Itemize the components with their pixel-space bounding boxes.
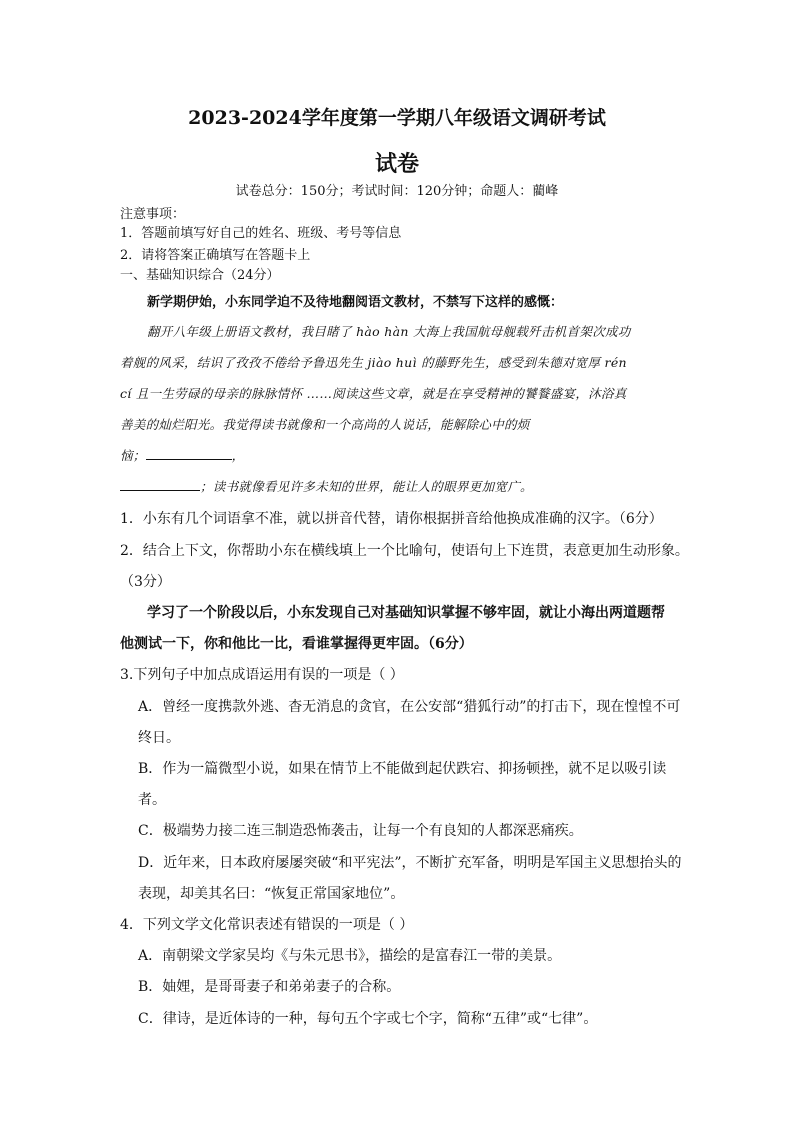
question-3: 3.下列句子中加点成语运用有误的一项是（ ）: [120, 667, 404, 683]
exam-info: 试卷总分：150分；考试时间：120分钟；命题人：藺峰: [235, 184, 559, 199]
notes-heading: 注意事项：: [120, 207, 186, 222]
section-intro-2b: 他测试一下，你和他比一比，看谁掌握得更牢固。（6分）: [120, 636, 473, 652]
question-2: 2．结合上下文，你帮助小东在横线填上一个比喻句，使语句上下连贯，表意更加生动形象。: [120, 543, 689, 559]
question-4: 4．下列文学文化常识表述有错误的一项是（ ）: [120, 917, 414, 933]
q3-option-a-line2: 终日。: [138, 730, 180, 746]
passage-line-4: 善美的灿烂阳光。我觉得读书就像和一个高尚的人说话，能解除心中的烦: [120, 417, 530, 432]
q3-option-b-line1: B．作为一篇微型小说，如果在情节上不能做到起伏跌宕、抑扬顿挫，就不足以吸引读: [138, 761, 667, 777]
note-item-1: 1．答题前填写好自己的姓名、班级、考号等信息: [120, 226, 402, 241]
q3-option-d-line2: 表现，却美其名曰：“恢复正常国家地位”。: [138, 886, 405, 902]
note-item-2: 2．请将答案正确填写在答题卡上: [120, 248, 311, 263]
passage-line-2: 着舰的风采，结识了孜孜不倦给予鲁迅先生 jiào huì 的藤野先生，感受到朱德对宽厚 rén: [120, 355, 627, 370]
answer-blank-1[interactable]: [146, 447, 232, 460]
question-1: 1．小东有几个词语拿不准，就以拼音代替，请你根据拼音给他换成准确的汉字。（6分）: [120, 511, 663, 527]
passage-line-5-prefix: 恼；: [120, 448, 146, 463]
passage-line-5: [120, 446, 244, 464]
section-intro: 新学期伊始，小东同学迫不及待地翻阅语文教材，不禁写下这样的感慨：: [147, 295, 564, 310]
passage-line-6: [120, 477, 533, 495]
passage-line-3: cí 且一生劳碌的母亲的脉脉情怀 ……阅读这些文章，就是在享受精神的饕餮盛宴，沐浴真: [120, 386, 627, 401]
section-heading: 一、基础知识综合（24分）: [120, 268, 280, 283]
question-2-score: （3分）: [120, 574, 171, 590]
q3-option-b-line2: 者。: [138, 792, 166, 808]
passage-line-5-suffix: ，: [231, 448, 245, 463]
passage-line-1: 翻开八年级上册语文教材，我目睹了 hào hàn 大海上我国航母舰载歼击机首架次成功: [147, 324, 631, 339]
q3-option-a-line1: A．曾经一度携款外逃、杳无消息的贪官，在公安部“猎狐行动”的打击下，现在惶惶不可: [138, 699, 681, 715]
q4-option-a: A．南朝梁文学家吴均《与朱元思书》，描绘的是富春江一带的美景。: [138, 948, 562, 964]
exam-subtitle: 试卷: [374, 151, 419, 177]
exam-title: 2023-2024学年度第一学期八年级语文调研考试: [188, 107, 606, 129]
q3-option-d-line1: D．近年来，日本政府屡屡突破“和平宪法”，不断扩充军备，明明是军国主义思想抬头的: [138, 855, 682, 871]
passage-line-6-suffix: ；读书就像看见许多未知的世界，能让人的眼界更加宽广。: [200, 479, 533, 494]
section-intro-2a: 学习了一个阶段以后，小东发现自己对基础知识掌握不够牢固，就让小海出两道题帮: [147, 605, 665, 621]
q4-option-c: C．律诗，是近体诗的一种，每句五个字或七个字，简称“五律”或“七律”。: [138, 1011, 598, 1027]
q4-option-b: B．妯娌，是哥哥妻子和弟弟妻子的合称。: [138, 979, 401, 995]
answer-blank-2[interactable]: [120, 478, 200, 491]
q3-option-c: C．极端势力接二连三制造恐怖袭击，让每一个有良知的人都深恶痛疾。: [138, 823, 583, 839]
